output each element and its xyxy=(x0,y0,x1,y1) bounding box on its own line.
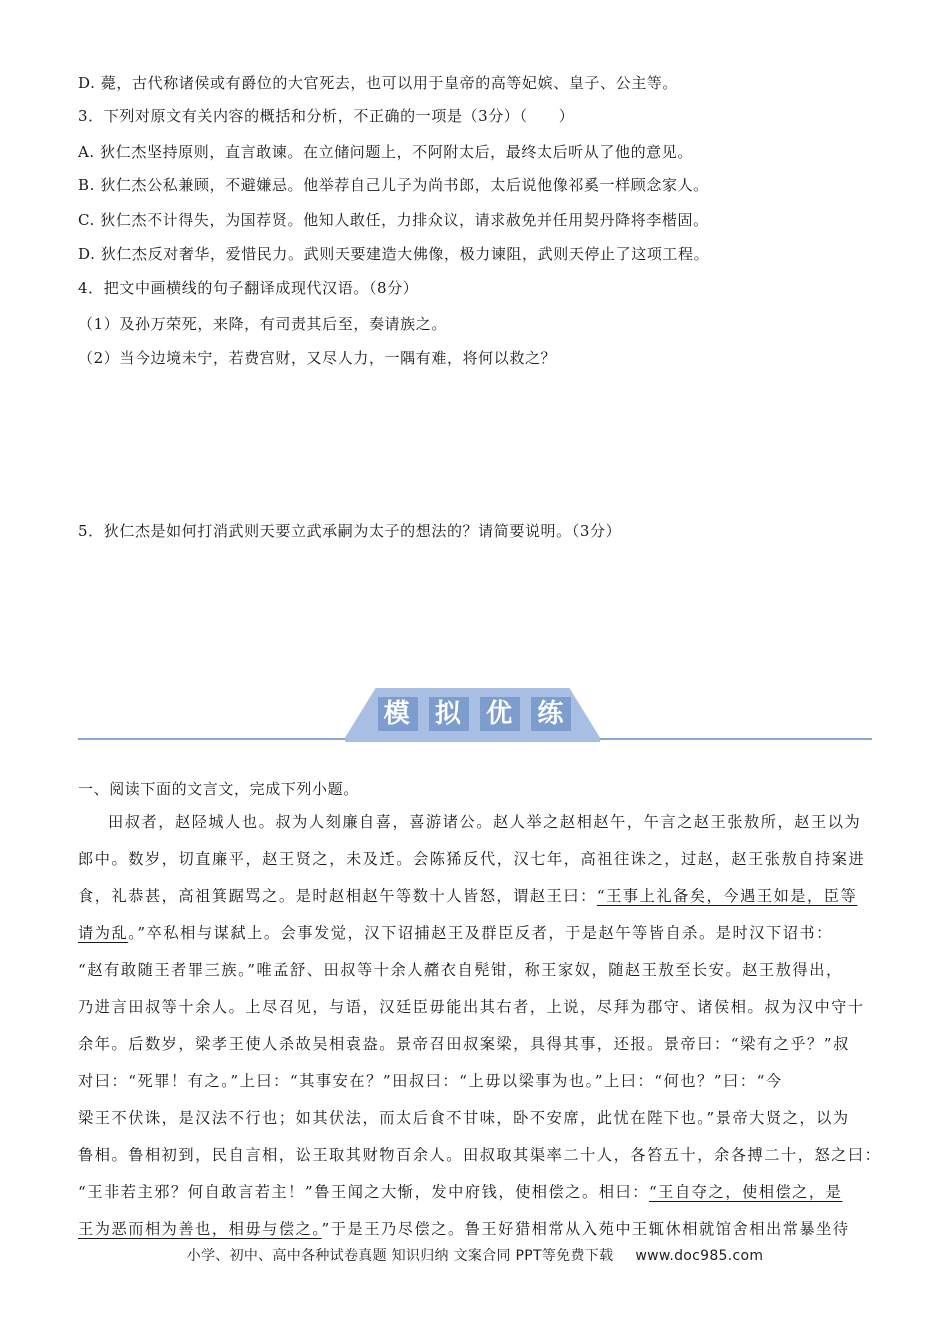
emphasis-dot: 迁 xyxy=(379,850,397,868)
passage-line: 王为恶而相为善也，相毋与偿之。”于是王乃尽偿之。鲁王好猎相常从入苑中王辄休相就馆舍相出常暴坐待 xyxy=(78,1220,850,1238)
banner-char: 练 xyxy=(531,697,571,731)
q3-option-a: A. 狄仁杰坚持原则，直言敢谏。在立储问题上，不阿附太后，最终太后听从了他的意见。 xyxy=(78,143,693,161)
passage-line: 梁王不伏诛，是汉法不行也；如其伏法，而太后食不甘味，卧不安席，此忧在陛下也。”景帝大贤之，以为 xyxy=(78,1109,850,1127)
passage-line: 食，礼恭甚，高祖箕踞骂之。是时赵相赵午等数十人皆怒，谓赵王曰：“王事上礼备矣，今遇王如是，臣等 xyxy=(78,887,858,905)
banner-rule-left xyxy=(78,738,378,740)
passage-line: 余年。后数岁，梁孝王使人杀故吴相袁盎。景帝召田叔案梁，具得其事，还报。景帝曰：“梁有之乎？”叔 xyxy=(78,1035,850,1053)
passage-line: 郎中。数岁，切直廉平，赵王贤之，未及迁。会陈狶反代，汉七年，高祖往诛之，过赵，赵王张敖自持案进 xyxy=(78,850,866,868)
passage-line: 乃进言田叔等十余人。上尽召见，与语，汉廷臣毋能出其右者，上说，尽拜为郡守、诸侯相。叔为汉中守十 xyxy=(78,998,865,1016)
passage-line: “王非若主邪？何自敢言若主！”鲁王闻之大惭，发中府钱，使相偿之。相曰：“王自夺之，使相偿之，是 xyxy=(78,1183,843,1201)
passage-line: 请为乱。”卒私相与谋弑上。会事发觉，汉下诏捕赵王及群臣反者，于是赵午等皆自杀。是时汉下诏书： xyxy=(78,924,833,942)
page-footer xyxy=(0,1245,950,1265)
passage-line: 对曰：“死罪！有之。”上曰：“其事安在？”田叔曰：“上毋以梁事为也。”上曰：“何也？”曰：“今 xyxy=(78,1072,783,1090)
footer-text: 小学、初中、高中各种试卷真题 知识归纳 文案合同 PPT等免费下载 xyxy=(186,1248,614,1264)
banner-rule-right xyxy=(570,738,872,740)
q3-option-d: D. 狄仁杰反对奢华，爱惜民力。武则天要建造大佛像，极力谏阻，武则天停止了这项工程。 xyxy=(78,245,710,263)
emphasis-dot: 衣 xyxy=(440,961,458,979)
q3-option-c: C. 狄仁杰不计得失，为国荐贤。他知人敢任，力排众议，请求赦免并任用契丹降将李楷固。 xyxy=(78,211,709,229)
underlined-sentence: “王事上礼备矣，今遇王如是，臣等 xyxy=(596,887,858,905)
underlined-sentence: 王为恶而相为善也，相毋与偿之。 xyxy=(78,1220,322,1238)
underlined-sentence: 请为乱 xyxy=(78,924,129,942)
banner-char: 优 xyxy=(480,697,520,731)
underlined-sentence: “王自夺之，使相偿之，是 xyxy=(648,1183,843,1201)
section-banner-title xyxy=(372,692,577,736)
section-heading: 一、阅读下面的文言文，完成下列小题。 xyxy=(78,780,359,798)
q4-stem: 4．把文中画横线的句子翻译成现代汉语。（8分） xyxy=(78,279,419,297)
banner-char: 模 xyxy=(378,697,418,731)
q3-stem: 3．下列对原文有关内容的概括和分析，不正确的一项是（3分）（ ） xyxy=(78,107,575,125)
q3-option-b: B. 狄仁杰公私兼顾，不避嫌忌。他举荐自己儿子为尚书郎，太后说他像祁奚一样顾念家人。 xyxy=(78,176,709,194)
emphasis-dot: 赭 xyxy=(424,961,441,979)
passage-line: “赵有敢随王者罪三族。”唯孟舒、田叔等十余人赭衣自髡钳，称王家奴，随赵王敖至长安。赵王敖得出， xyxy=(78,961,843,979)
passage-line: 鲁相。鲁相初到，民自言相，讼王取其财物百余人。田叔取其渠率二十人，各笞五十，余各搏二十，怒之曰： xyxy=(78,1146,882,1164)
passage-line: 田叔者，赵陉城人也。叔为人刻廉自喜，喜游诸公。赵人举之赵相赵午，午言之赵王张敖所，赵王以为 xyxy=(108,813,862,831)
q5-stem: 5．狄仁杰是如何打消武则天要立武承嗣为太子的想法的？请简要说明。（3分） xyxy=(78,522,622,540)
q2-option-d: D. 薨，古代称诸侯或有爵位的大官死去，也可以用于皇帝的高等妃嫔、皇子、公主等。 xyxy=(78,74,679,92)
footer-site-link[interactable]: www.doc985.com xyxy=(635,1248,764,1264)
q4-item-2: （2）当今边境未宁，若费宫财，又尽人力，一隅有难，将何以救之？ xyxy=(78,349,557,367)
banner-char: 拟 xyxy=(429,697,469,731)
q4-item-1: （1）及孙万荣死，来降，有司责其后至，奏请族之。 xyxy=(78,315,447,333)
